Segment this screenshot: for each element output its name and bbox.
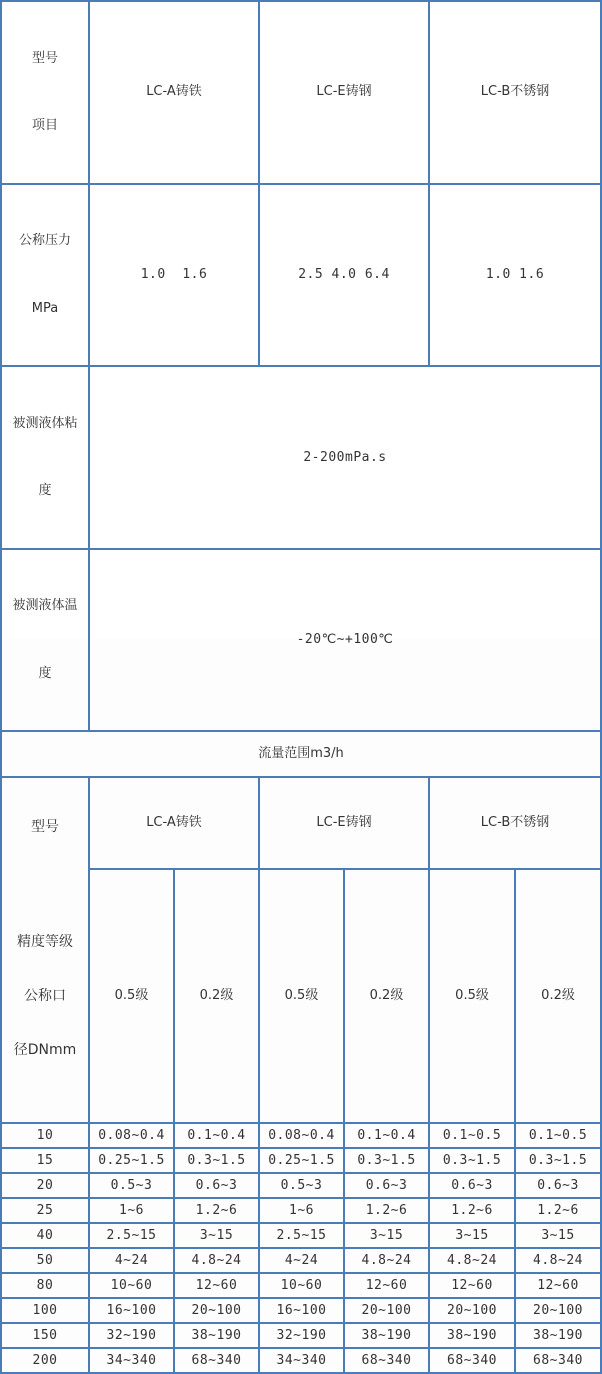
flow-cell: 16~100 xyxy=(89,1298,174,1323)
flow-cell: 20~100 xyxy=(344,1298,429,1323)
flow-cell: 20~100 xyxy=(515,1298,601,1323)
dn-cell: 40 xyxy=(1,1223,89,1248)
temperature-label xyxy=(1,549,89,732)
flow-cell: 0.08~0.4 xyxy=(89,1123,174,1148)
group-header-lca: LC-A铸铁 xyxy=(89,777,259,869)
temperature-value: -20℃~+100℃ xyxy=(89,549,601,732)
flow-cell: 38~190 xyxy=(429,1323,515,1348)
flow-cell: 38~190 xyxy=(515,1323,601,1348)
pressure-label-line-2: MPa xyxy=(31,300,59,316)
flow-cell: 4.8~24 xyxy=(344,1248,429,1273)
corner-line-1: 型号 xyxy=(31,50,58,66)
flow-cell: 2.5~15 xyxy=(89,1223,174,1248)
header-row-top xyxy=(1,1,601,184)
flow-cell: 12~60 xyxy=(515,1273,601,1298)
pressure-row xyxy=(1,184,601,367)
table-row-dn50 xyxy=(1,1248,601,1273)
flow-cell: 1.2~6 xyxy=(344,1198,429,1223)
flow-cell: 1~6 xyxy=(89,1198,174,1223)
pressure-label-line-1: 公称压力 xyxy=(18,233,71,248)
flow-cell: 0.5~3 xyxy=(259,1173,344,1198)
flow-cell: 3~15 xyxy=(515,1223,601,1248)
flow-cell: 0.1~0.5 xyxy=(515,1123,601,1148)
flow-cell: 38~190 xyxy=(344,1323,429,1348)
flow-cell: 1~6 xyxy=(259,1198,344,1223)
dn-cell: 200 xyxy=(1,1348,89,1373)
temperature-label-line-1: 被测液体温 xyxy=(12,598,78,613)
flow-cell: 3~15 xyxy=(344,1223,429,1248)
flow-cell: 12~60 xyxy=(344,1273,429,1298)
table-row-dn15 xyxy=(1,1148,601,1173)
table-row-dn150 xyxy=(1,1323,601,1348)
header-row-bottom xyxy=(1,777,601,869)
flow-cell: 0.1~0.4 xyxy=(174,1123,259,1148)
dn-cell: 15 xyxy=(1,1148,89,1173)
pressure-lca: 1.0 1.6 xyxy=(89,184,259,367)
flow-cell: 0.1~0.5 xyxy=(429,1123,515,1148)
grade-header-3: 0.5级 xyxy=(259,869,344,1123)
flow-cell: 68~340 xyxy=(344,1348,429,1373)
corner-model-project xyxy=(1,1,89,184)
group-header-lce: LC-E铸钢 xyxy=(259,777,429,869)
flow-cell: 1.2~6 xyxy=(174,1198,259,1223)
flow-cell: 0.6~3 xyxy=(515,1173,601,1198)
dn-cell: 150 xyxy=(1,1323,89,1348)
viscosity-row xyxy=(1,366,601,549)
flow-cell: 68~340 xyxy=(174,1348,259,1373)
flow-cell: 10~60 xyxy=(89,1273,174,1298)
col-header-lcb: LC-B不锈钢 xyxy=(429,1,601,184)
dn-cell: 50 xyxy=(1,1248,89,1273)
accuracy-dn-label xyxy=(2,900,88,1092)
flow-cell: 2.5~15 xyxy=(259,1223,344,1248)
table-row-dn20 xyxy=(1,1173,601,1198)
col-header-lca: LC-A铸铁 xyxy=(89,1,259,184)
grade-header-6: 0.2级 xyxy=(515,869,601,1123)
viscosity-label-line-1: 被测液体粘 xyxy=(12,415,78,431)
flow-cell: 0.3~1.5 xyxy=(344,1148,429,1173)
flow-cell: 0.3~1.5 xyxy=(429,1148,515,1173)
flow-cell: 32~190 xyxy=(259,1323,344,1348)
flow-cell: 0.6~3 xyxy=(174,1173,259,1198)
temperature-row xyxy=(1,549,601,732)
pressure-label xyxy=(1,184,89,367)
dn-cell: 20 xyxy=(1,1173,89,1198)
accuracy-dn-line-1: 精度等级 xyxy=(17,934,73,950)
accuracy-dn-line-2: 公称口 xyxy=(24,988,66,1004)
flow-range-title: 流量范围m3/h xyxy=(1,731,601,777)
table-row-dn200 xyxy=(1,1348,601,1373)
flow-cell: 12~60 xyxy=(429,1273,515,1298)
flow-cell: 0.08~0.4 xyxy=(259,1123,344,1148)
flow-cell: 32~190 xyxy=(89,1323,174,1348)
dn-cell: 25 xyxy=(1,1198,89,1223)
flow-cell: 0.6~3 xyxy=(429,1173,515,1198)
model-label: 型号 xyxy=(31,819,59,835)
flow-cell: 68~340 xyxy=(515,1348,601,1373)
flow-cell: 0.25~1.5 xyxy=(259,1148,344,1173)
corner-model-dn xyxy=(1,777,89,1123)
viscosity-label-line-2: 度 xyxy=(38,483,52,498)
flow-cell: 20~100 xyxy=(429,1298,515,1323)
corner-line-2: 项目 xyxy=(31,118,58,133)
flow-cell: 10~60 xyxy=(259,1273,344,1298)
flow-cell: 4~24 xyxy=(259,1248,344,1273)
dn-cell: 80 xyxy=(1,1273,89,1298)
pressure-lce: 2.5 4.0 6.4 xyxy=(259,184,429,367)
flow-cell: 16~100 xyxy=(259,1298,344,1323)
flow-cell: 0.3~1.5 xyxy=(174,1148,259,1173)
flow-cell: 1.2~6 xyxy=(515,1198,601,1223)
dn-cell: 100 xyxy=(1,1298,89,1323)
flow-cell: 1.2~6 xyxy=(429,1198,515,1223)
grade-header-1: 0.5级 xyxy=(89,869,174,1123)
col-header-lce: LC-E铸钢 xyxy=(259,1,429,184)
flow-cell: 4.8~24 xyxy=(174,1248,259,1273)
flow-cell: 0.6~3 xyxy=(344,1173,429,1198)
flow-cell: 0.1~0.4 xyxy=(344,1123,429,1148)
flow-range-title-row xyxy=(1,731,601,777)
flow-cell: 68~340 xyxy=(429,1348,515,1373)
table-row-dn10 xyxy=(1,1123,601,1148)
group-header-lcb: LC-B不锈钢 xyxy=(429,777,601,869)
grade-header-row xyxy=(1,869,601,1123)
viscosity-value: 2-200mPa.s xyxy=(89,366,601,549)
grade-header-5: 0.5级 xyxy=(429,869,515,1123)
flow-cell: 0.3~1.5 xyxy=(515,1148,601,1173)
flow-cell: 4~24 xyxy=(89,1248,174,1273)
flow-cell: 20~100 xyxy=(174,1298,259,1323)
dn-cell: 10 xyxy=(1,1123,89,1148)
accuracy-dn-line-3: 径DNmm xyxy=(13,1042,77,1058)
flow-cell: 4.8~24 xyxy=(515,1248,601,1273)
flow-cell: 38~190 xyxy=(174,1323,259,1348)
table-row-dn40 xyxy=(1,1223,601,1248)
flow-cell: 3~15 xyxy=(429,1223,515,1248)
grade-header-4: 0.2级 xyxy=(344,869,429,1123)
grade-header-2: 0.2级 xyxy=(174,869,259,1123)
flow-cell: 34~340 xyxy=(259,1348,344,1373)
flow-cell: 34~340 xyxy=(89,1348,174,1373)
flow-cell: 4.8~24 xyxy=(429,1248,515,1273)
flow-cell: 0.25~1.5 xyxy=(89,1148,174,1173)
table-row-dn25 xyxy=(1,1198,601,1223)
pressure-lcb: 1.0 1.6 xyxy=(429,184,601,367)
flow-cell: 12~60 xyxy=(174,1273,259,1298)
viscosity-label xyxy=(1,366,89,549)
table-row-dn80 xyxy=(1,1273,601,1298)
table-row-dn100 xyxy=(1,1298,601,1323)
temperature-label-line-2: 度 xyxy=(38,665,52,681)
flow-cell: 0.5~3 xyxy=(89,1173,174,1198)
flow-cell: 3~15 xyxy=(174,1223,259,1248)
